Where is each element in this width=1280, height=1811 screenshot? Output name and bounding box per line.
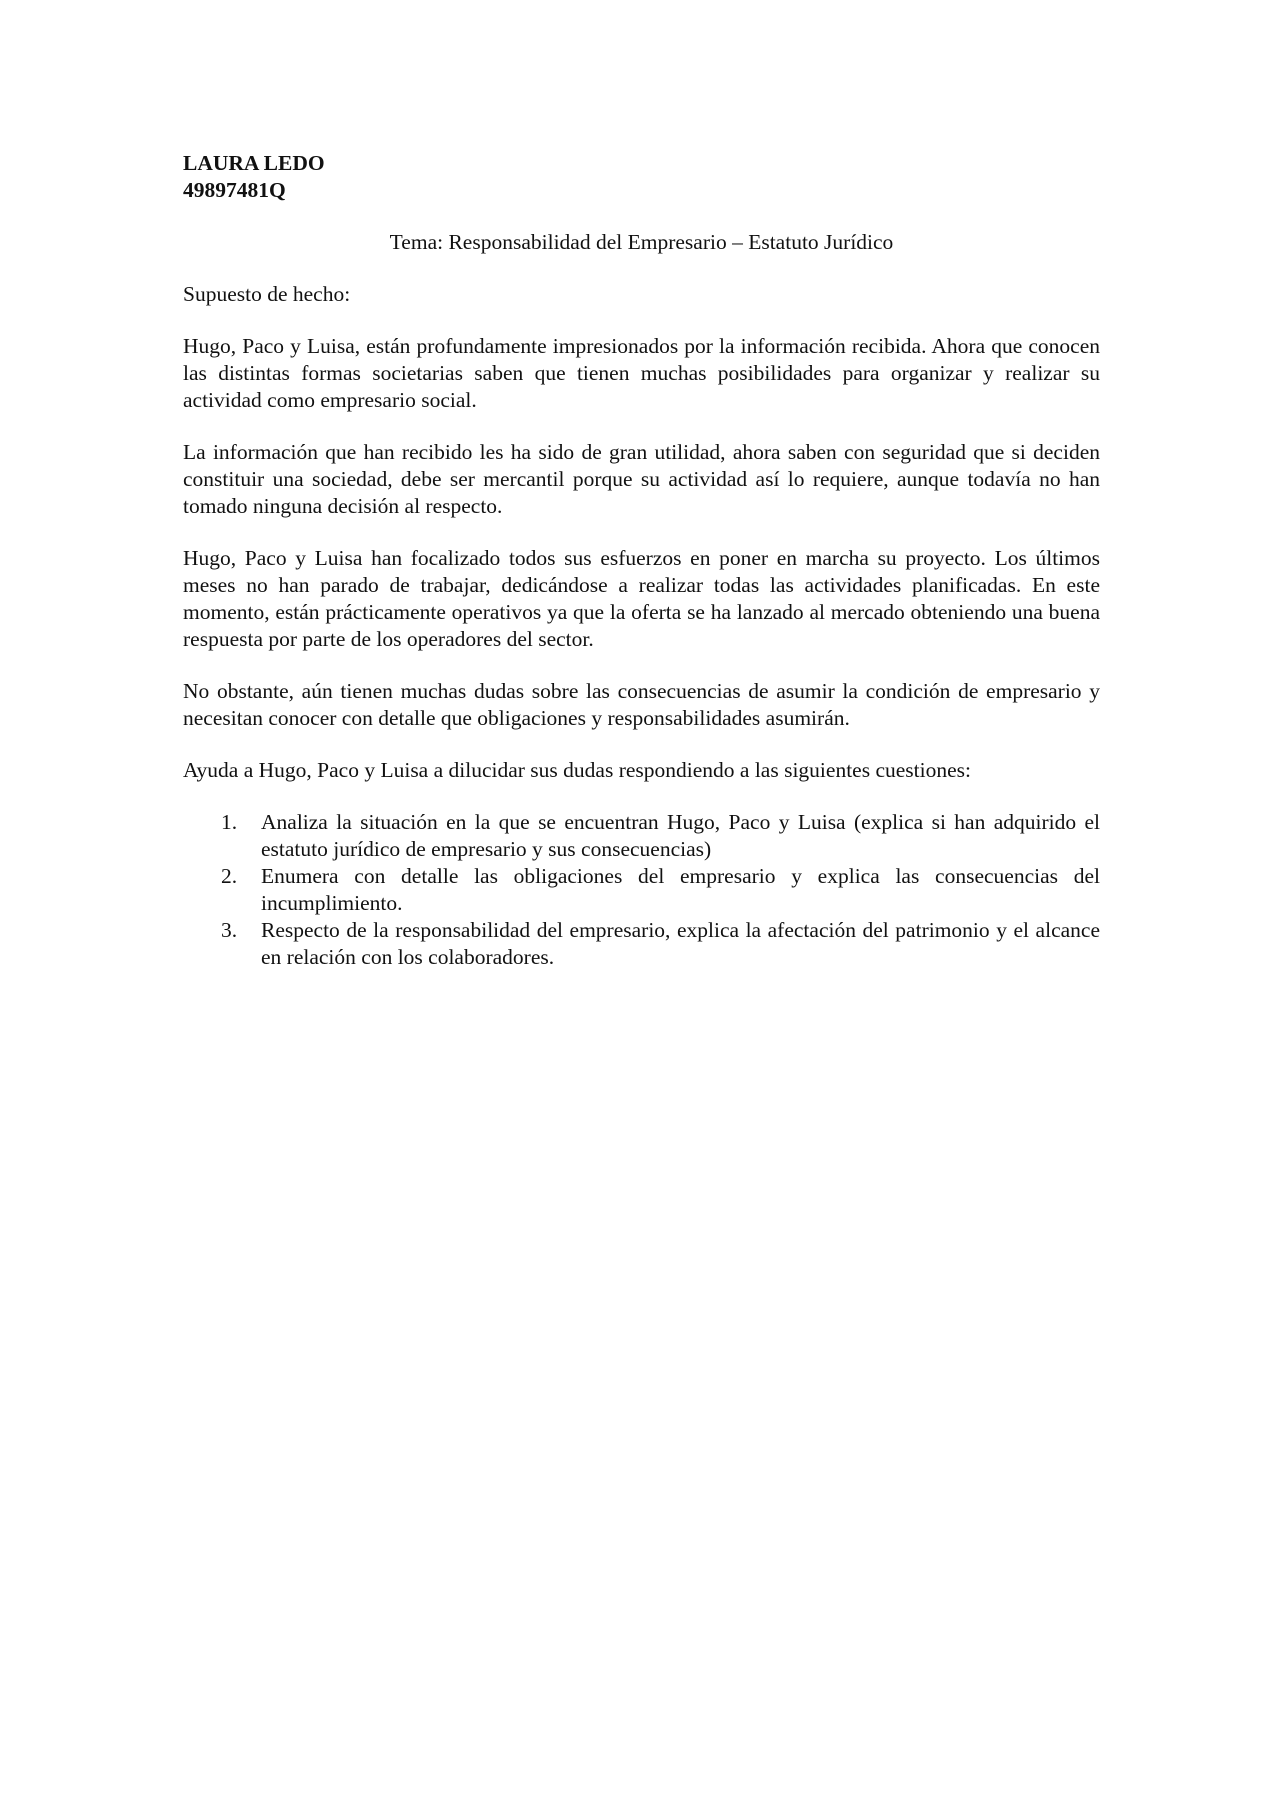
question-item — [183, 809, 1100, 863]
paragraph: No obstante, aún tienen muchas dudas sobre las consecuencias de asumir la condición de empresario y necesitan conocer con detalle que obligaciones y responsabilidades asumirán. — [183, 679, 1100, 730]
question-number: 1. — [221, 810, 238, 834]
question-number: 2. — [221, 864, 238, 888]
author-name: LAURA LEDO — [183, 151, 325, 175]
question-text: Analiza la situación en la que se encuentran Hugo, Paco y Luisa (explica si han adquirido el estatuto jurídico de empresario y sus consecuencias) — [261, 810, 1100, 861]
case-label: Supuesto de hecho: — [183, 282, 351, 306]
paragraph: Hugo, Paco y Luisa han focalizado todos sus esfuerzos en poner en marcha su proyecto. Los últimos meses no han parado de trabajar, dedicándose a realizar todas las actividades planificadas. En este momento, están prácticamente operativos ya que la oferta se ha lanzado al mercado obteniendo una buena respuesta por parte de los operadores del sector. — [183, 546, 1100, 651]
question-item — [183, 863, 1100, 917]
paragraph: La información que han recibido les ha sido de gran utilidad, ahora saben con seguridad que si deciden constituir una sociedad, debe ser mercantil porque su actividad así lo requiere, aunque todavía no han tomado ninguna decisión al respecto. — [183, 440, 1100, 518]
question-text: Enumera con detalle las obligaciones del empresario y explica las consecuencias del incumplimiento. — [261, 864, 1100, 915]
paragraph: Hugo, Paco y Luisa, están profundamente impresionados por la información recibida. Ahora que conocen las distintas formas societarias saben que tienen muchas posibilidades para organizar y realizar su actividad como empresario social. — [183, 334, 1100, 412]
document-body — [183, 150, 1100, 971]
question-text: Respecto de la responsabilidad del empresario, explica la afectación del patrimonio y el alcance en relación con los colaboradores. — [261, 918, 1100, 969]
question-number: 3. — [221, 918, 238, 942]
author-id: 49897481Q — [183, 178, 286, 202]
instructions-paragraph: Ayuda a Hugo, Paco y Luisa a dilucidar sus dudas respondiendo a las siguientes cuestiones: — [183, 758, 971, 782]
topic-heading: Tema: Responsabilidad del Empresario – Estatuto Jurídico — [389, 230, 894, 254]
question-item — [183, 917, 1100, 971]
questions-list — [183, 809, 1100, 971]
